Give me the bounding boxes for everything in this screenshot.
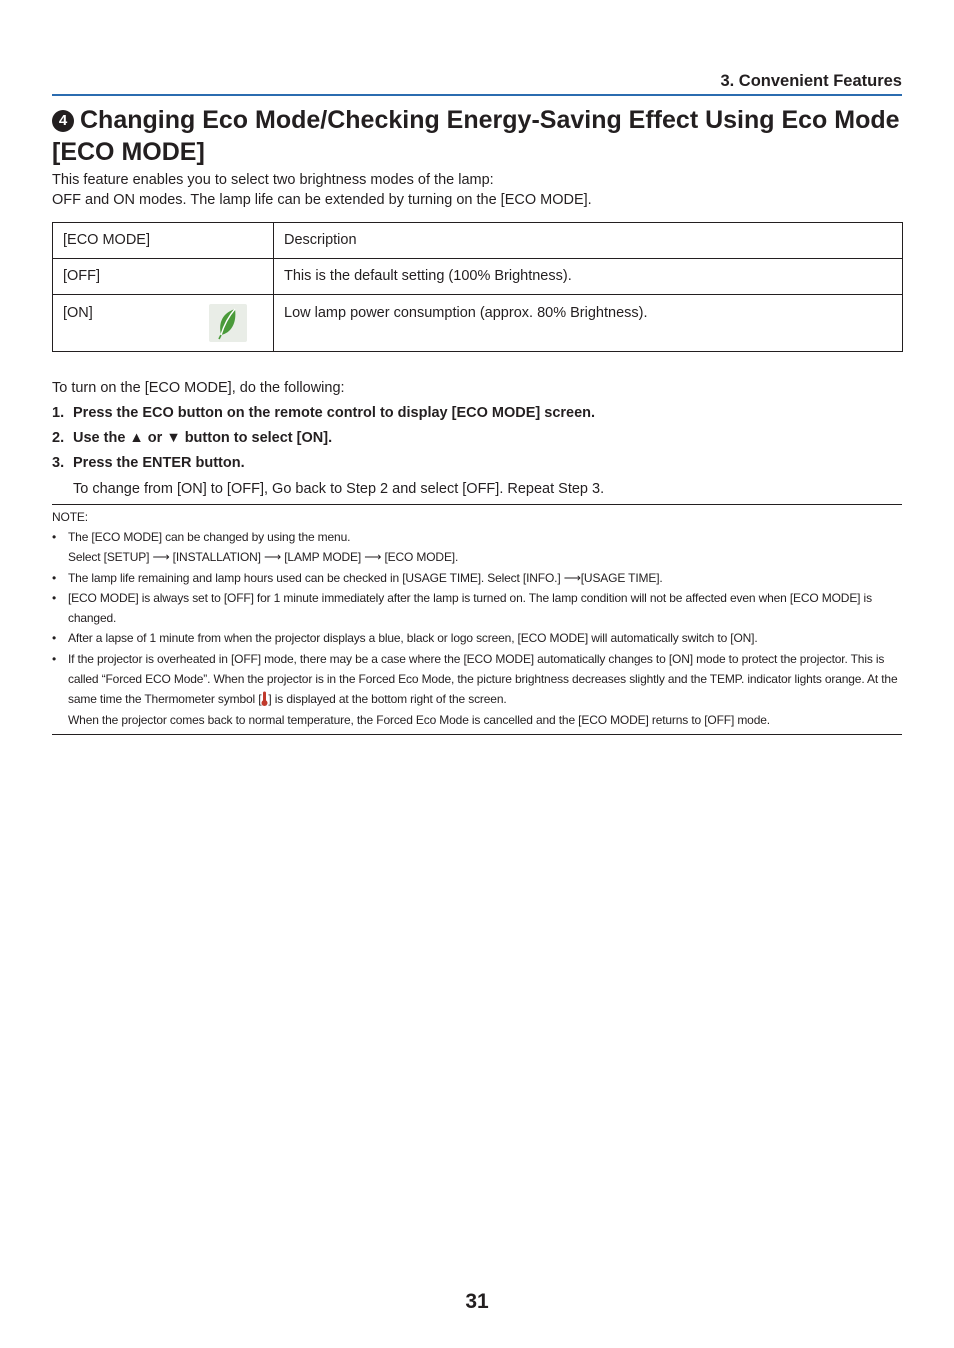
note-text: When the projector comes back to normal temperature, the Forced Eco Mode is cancelled and the [ECO MODE] returns to [OFF] mode. bbox=[68, 712, 770, 727]
procedure bbox=[52, 378, 902, 499]
note-text: After a lapse of 1 minute from when the projector displays a blue, black or logo screen, [ECO MODE] will automatically switch to [ON]. bbox=[68, 631, 758, 646]
note-label: NOTE: bbox=[52, 510, 88, 524]
note-text: The lamp life remaining and lamp hours used can be checked in [USAGE TIME]. Select [INFO.] ⟶[USAGE TIME]. bbox=[68, 570, 663, 585]
note-item bbox=[52, 588, 902, 629]
title-line-2: [ECO MODE] bbox=[52, 138, 205, 166]
table-header-row bbox=[53, 223, 903, 259]
step-number: 1. bbox=[52, 405, 65, 421]
step-text: Press the ECO button on the remote control to display [ECO MODE] screen. bbox=[73, 405, 596, 421]
note-item bbox=[52, 568, 902, 588]
bullet-icon: • bbox=[52, 570, 57, 585]
intro-line-2: OFF and ON modes. The lamp life can be extended by turning on the [ECO MODE]. bbox=[52, 191, 592, 208]
note-text-before: If the projector is overheated in [OFF] mode, there may be a case where the [ECO MODE] automatically changes to [ON] mode to protect the projector. This is called “Forced ECO Mode”. When the projector is in the Forced Eco Mode, the picture brightness decreases slightly and the TEMP. indicator lights orange. At the same time the Thermometer symbol [ bbox=[68, 651, 898, 707]
note-item bbox=[52, 649, 902, 730]
intro-text bbox=[52, 171, 902, 210]
step-number: 2. bbox=[52, 430, 65, 446]
note-box bbox=[52, 504, 902, 735]
bullet-icon: • bbox=[52, 590, 57, 605]
step-item bbox=[52, 403, 902, 423]
mode-on-cell bbox=[53, 295, 274, 352]
step-number-badge: 4 bbox=[52, 110, 74, 132]
note-item bbox=[52, 527, 902, 568]
step-item bbox=[52, 453, 902, 473]
description-off-cell: This is the default setting (100% Brightness). bbox=[274, 259, 903, 295]
note-text: The [ECO MODE] can be changed by using the menu. bbox=[68, 530, 351, 544]
header-description: Description bbox=[274, 223, 903, 259]
section-title: 3. Convenient Features bbox=[720, 72, 902, 90]
note-item bbox=[52, 628, 902, 648]
mode-off-cell: [OFF] bbox=[53, 259, 274, 295]
procedure-lead: To turn on the [ECO MODE], do the following: bbox=[52, 380, 345, 396]
step-text: Use the ▲ or ▼ button to select [ON]. bbox=[73, 430, 333, 446]
intro-line-1: This feature enables you to select two brightness modes of the lamp: bbox=[52, 172, 494, 188]
page-title bbox=[52, 104, 902, 168]
header-eco-mode: [ECO MODE] bbox=[53, 223, 274, 259]
note-text-after: ] is displayed at the bottom right of the screen. bbox=[268, 692, 507, 707]
bullet-icon: • bbox=[52, 530, 57, 544]
table-row bbox=[53, 259, 903, 295]
note-text: Select [SETUP] ⟶ [INSTALLATION] ⟶ [LAMP MODE] ⟶ [ECO MODE]. bbox=[68, 550, 459, 565]
bullet-icon: • bbox=[52, 651, 57, 666]
note-text bbox=[68, 649, 902, 710]
description-on-cell: Low lamp power consumption (approx. 80% Brightness). bbox=[274, 295, 903, 352]
step-number: 3. bbox=[52, 455, 65, 471]
page-number: 31 bbox=[465, 1290, 489, 1313]
step-text: Press the ENTER button. bbox=[73, 455, 245, 471]
mode-on-label: [ON] bbox=[63, 305, 93, 321]
bullet-icon: • bbox=[52, 631, 57, 646]
step-item bbox=[52, 428, 902, 448]
section-header bbox=[52, 70, 902, 96]
note-text: [ECO MODE] is always set to [OFF] for 1 minute immediately after the lamp is turned on. The lamp condition will not be affected even when [ECO MODE] is changed. bbox=[68, 590, 872, 626]
step-sub-text: To change from [ON] to [OFF], Go back to Step 2 and select [OFF]. Repeat Step 3. bbox=[73, 481, 605, 497]
leaf-icon bbox=[209, 304, 247, 342]
eco-mode-table bbox=[52, 222, 903, 352]
table-row bbox=[53, 295, 903, 352]
title-line-1: Changing Eco Mode/Checking Energy-Saving Effect Using Eco Mode bbox=[80, 106, 900, 134]
note-list bbox=[52, 527, 902, 730]
